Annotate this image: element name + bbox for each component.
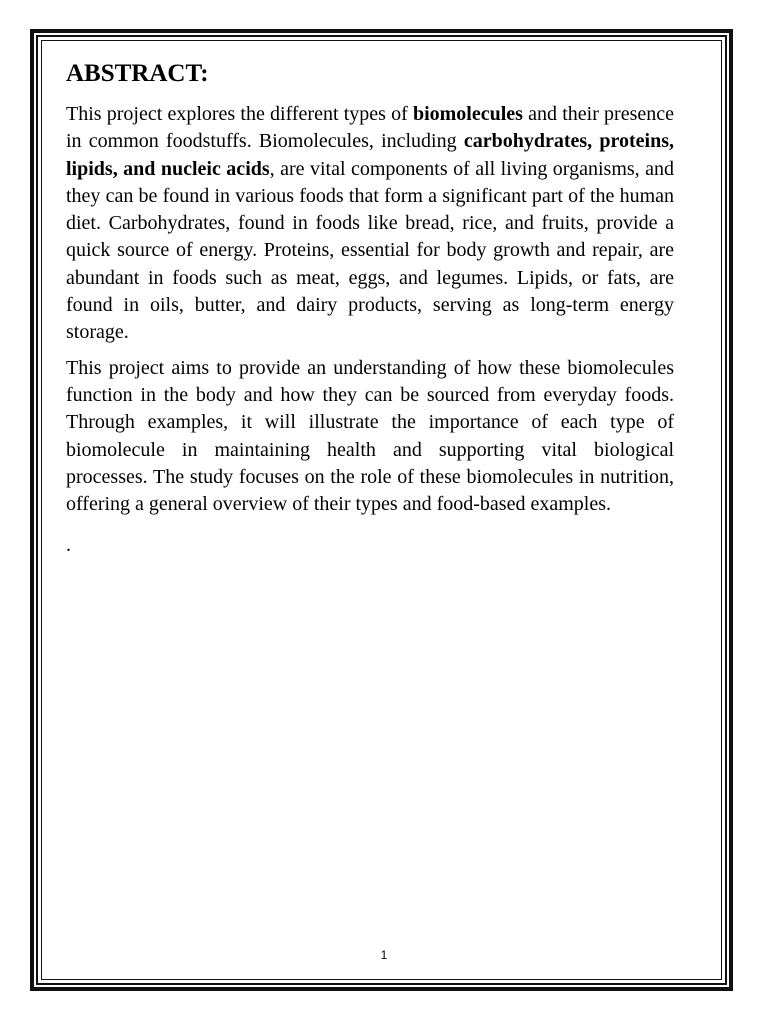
abstract-paragraph-2: This project aims to provide an understanding of how these biomolecules function in the body and how they can be sourced from everyday foods. Through examples, it will illustrate the importance of each type of biomolecule in maintaining health and supporting vital biological processes. The study focuses on the role of these biomolecules in nutrition, offering a general overview of their types and food-based examples. bbox=[66, 356, 674, 516]
document-body bbox=[66, 57, 674, 559]
abstract-heading: ABSTRACT: bbox=[66, 60, 209, 87]
paragraph-1-bold-types: carbohydrates, proteins, lipids, and nucleic acids bbox=[66, 130, 674, 180]
paragraph-1-text-b: and their presence in common foodstuffs. Biomolecules, including bbox=[66, 103, 674, 153]
paragraph-1-bold-biomolecules: biomolecules bbox=[412, 103, 523, 125]
abstract-paragraph-1 bbox=[66, 101, 674, 347]
paragraph-1-text-c: , are vital components of all living organisms, and they can be found in various foods that form a significant part of the human diet. Carbohydrates, found in foods like bread, rice, and fruits, provide a quick source of energy. Proteins, essential for body growth and repair, are abundant in foods such as meat, eggs, and legumes. Lipids, or fats, are found in oils, butter, and dairy products, serving as long-term energy storage. bbox=[66, 157, 674, 344]
trailing-dot: . bbox=[66, 534, 71, 557]
page-number: 1 bbox=[380, 948, 388, 962]
paragraph-1-text-a: This project explores the different types of bbox=[66, 103, 413, 125]
